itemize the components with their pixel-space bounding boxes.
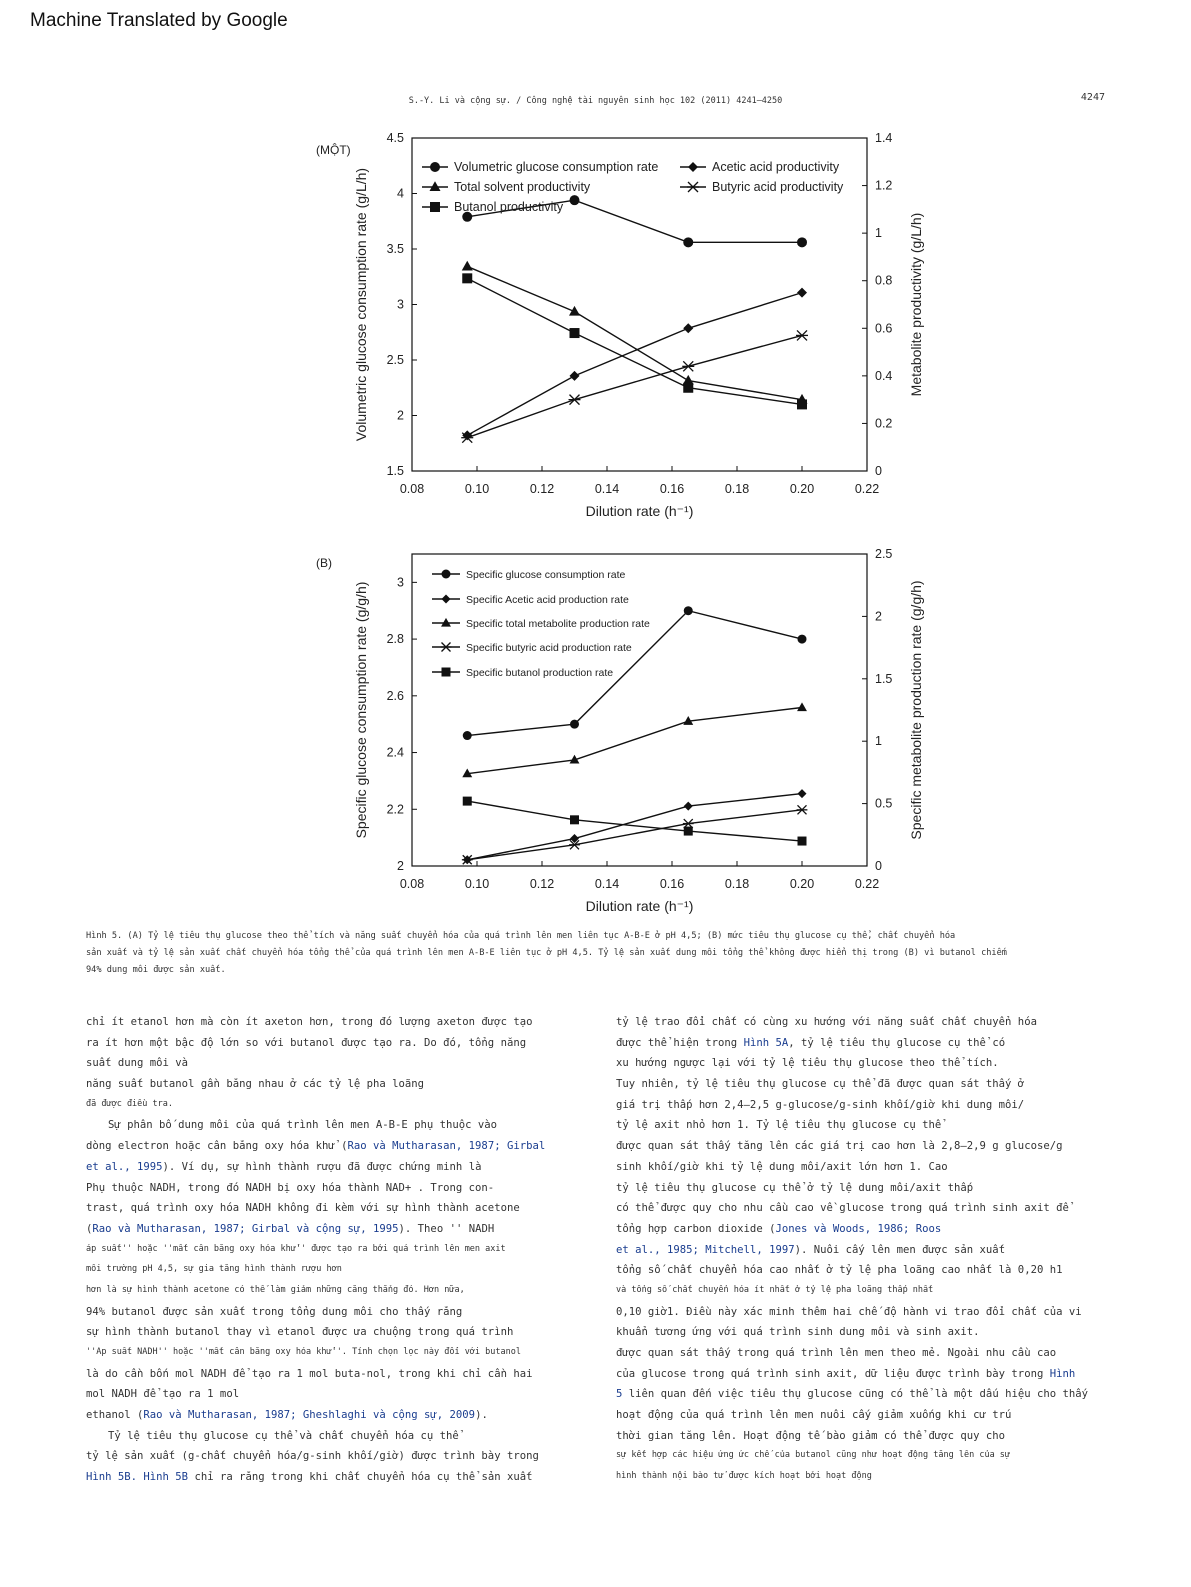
text-line <box>86 1161 596 1182</box>
caption-line: 94% dung môi được sản xuất. <box>86 965 226 975</box>
figure-caption <box>86 928 1116 979</box>
chart-svg <box>300 540 940 920</box>
legend-marker <box>442 570 451 579</box>
legend-label: Specific glucose consumption rate <box>466 569 626 581</box>
text-run: sự hình thành butanol thay vì etanol được ưa chuộng trong quá trình <box>86 1326 514 1339</box>
text-run: ). Ví dụ, sự hình thành rượu đã được chứng minh là <box>162 1160 482 1173</box>
text-line <box>86 1244 596 1265</box>
y-left-tick-label: 3.5 <box>386 242 404 256</box>
text-run: tỷ lệ axit nhỏ hơn 1. Tỷ lệ tiêu thụ glucose cụ thể <box>616 1119 942 1132</box>
text-run: ). Nuôi cấy lên men được sản xuất <box>794 1243 1006 1256</box>
y-left-tick-label: 2 <box>397 408 404 423</box>
series-line <box>467 266 802 399</box>
panel-label: (MỘT) <box>316 143 351 157</box>
data-point-marker <box>796 330 808 340</box>
legend-marker <box>441 618 451 627</box>
text-line <box>616 1223 1126 1244</box>
text-run: là do cần bốn mol NADH để tạo ra 1 mol buta-nol, trong khi chỉ cần hai <box>86 1367 533 1380</box>
data-point-marker <box>570 815 579 824</box>
x-tick-label: 0.14 <box>594 877 620 891</box>
text-line <box>86 1264 596 1285</box>
text-run: được thể hiện trong <box>616 1036 744 1049</box>
y-left-tick-label: 2.4 <box>386 745 404 760</box>
data-point-marker <box>570 720 579 729</box>
text-line <box>86 1099 596 1120</box>
legend-marker <box>688 162 698 172</box>
text-run: giá trị thấp hơn 2,4–2,5 g-glucose/g-sinh khối/giờ khi dung môi/ <box>616 1098 1025 1111</box>
text-run: tỷ lệ sản xuất (g-chất chuyển hóa/g-sinh khối/giờ) được trình bày trong <box>86 1450 539 1463</box>
text-line <box>616 1306 1126 1327</box>
y-right-tick-label: 1.4 <box>875 131 893 145</box>
legend-marker <box>441 643 452 652</box>
data-point-marker <box>683 237 693 247</box>
text-line <box>616 1388 1126 1409</box>
text-line <box>616 1409 1126 1430</box>
text-run: ). <box>475 1409 488 1422</box>
y-right-tick-label: 1 <box>875 226 882 241</box>
text-run: dòng electron hoặc cân bằng oxy hóa khử ( <box>86 1140 348 1153</box>
y-right-tick-label: 0.2 <box>875 416 893 431</box>
citation-link[interactable]: Jones và Woods, 1986; Roos <box>775 1222 942 1235</box>
y-left-tick-label: 4 <box>397 186 404 201</box>
x-tick-label: 0.16 <box>659 877 685 891</box>
text-line <box>616 1182 1126 1203</box>
y-right-tick-label: 1 <box>875 734 882 749</box>
text-run: mol NADH để tạo ra 1 mol <box>86 1388 240 1401</box>
text-line <box>86 1202 596 1223</box>
legend-marker <box>687 182 699 192</box>
text-run: được quan sát thấy trong quá trình lên men theo mẻ. Ngoài nhu cầu cao <box>616 1347 1057 1359</box>
text-run: 94% butanol được sản xuất trong tổng dung môi cho thấy rằng <box>86 1305 463 1318</box>
text-run: , tỷ lệ tiêu thụ glucose cụ thể có <box>788 1036 1006 1049</box>
text-line <box>86 1285 596 1306</box>
x-tick-label: 0.18 <box>724 877 750 891</box>
text-line <box>86 1037 596 1058</box>
citation-link[interactable]: Hình 5A <box>743 1036 789 1049</box>
text-run: Sự phân bố dung môi của quá trình lên men A-B-E phụ thuộc vào <box>108 1119 498 1132</box>
text-run: Tỷ lệ tiêu thụ glucose cụ thể và chất chuyển hóa cụ thể <box>108 1429 459 1442</box>
data-point-marker <box>797 702 807 711</box>
data-point-marker <box>462 273 472 283</box>
y-left-tick-label: 3 <box>397 575 404 590</box>
data-point-marker <box>463 797 472 806</box>
caption-line: Hình 5. (A) Tỷ lệ tiêu thụ glucose theo thể tích và năng suất chuyển hóa của quá trình lên men liên tục A-B-E ở pH 4,5; (B) mức tiêu thụ glucose cụ thể, chất chuyển hóa <box>86 931 956 941</box>
text-run: suất dung môi và <box>86 1057 189 1070</box>
text-run: được quan sát thấy tăng lên các giá trị cao hơn là 2,8–2,9 g glucose/g <box>616 1140 1063 1153</box>
text-line <box>616 1450 1126 1471</box>
legend-marker <box>430 181 441 191</box>
text-line <box>86 1182 596 1203</box>
data-point-marker <box>570 371 580 381</box>
text-line <box>616 1368 1126 1389</box>
data-point-marker <box>684 827 693 836</box>
panel-label: (B) <box>316 556 332 570</box>
data-point-marker <box>797 399 807 409</box>
legend-label: Specific butanol production rate <box>466 667 614 679</box>
legend-marker <box>430 202 440 212</box>
text-line <box>616 1326 1126 1347</box>
data-point-marker <box>569 395 581 405</box>
text-line <box>86 1409 596 1430</box>
x-axis-title: Dilution rate (h⁻¹) <box>585 898 694 914</box>
y-right-tick-label: 2 <box>875 609 882 624</box>
text-run: sự kết hợp các hiệu ứng ức chế của butanol cũng như hoạt động tăng lên của sự <box>616 1450 1011 1461</box>
text-line <box>616 1285 1126 1306</box>
citation-link[interactable]: Hình 5B. Hình 5B <box>86 1471 189 1484</box>
x-tick-label: 0.08 <box>399 482 425 496</box>
y-left-tick-label: 1.5 <box>386 464 404 478</box>
chart-svg <box>300 126 940 526</box>
text-run: năng suất butanol gần bằng nhau ở các tỷ lệ pha loãng <box>86 1078 425 1091</box>
left-text-column <box>86 1016 596 1492</box>
text-run: tỷ lệ trao đổi chất có cùng xu hướng với năng suất chất chuyển hóa <box>616 1016 1037 1028</box>
series-line <box>467 278 802 404</box>
text-line <box>86 1016 596 1037</box>
x-tick-label: 0.12 <box>529 877 555 891</box>
text-line <box>616 1471 1126 1492</box>
y-right-axis-title: Metabolite productivity (g/L/h) <box>908 212 924 397</box>
y-right-tick-label: 1.2 <box>875 178 893 193</box>
text-run: và tổng số chất chuyển hóa ít nhất ở tỷ lệ pha loãng thấp nhất <box>616 1284 934 1295</box>
text-run: tổng hợp carbon dioxide ( <box>616 1222 776 1235</box>
series-line <box>467 810 802 860</box>
text-line <box>616 1119 1126 1140</box>
page-number: 4247 <box>1080 92 1105 103</box>
text-line <box>86 1471 596 1492</box>
y-left-tick-label: 2.6 <box>386 688 404 703</box>
text-run: ). Theo '' NADH <box>398 1222 495 1235</box>
citation-link[interactable]: et al., 1985; Mitchell, 1997 <box>616 1243 795 1256</box>
text-run: sinh khối/giờ khi tỷ lệ dung môi/axit lớn hơn 1. Cao <box>616 1160 948 1173</box>
figure-5a-chart <box>300 126 940 526</box>
text-line <box>86 1430 596 1451</box>
y-left-tick-label: 2 <box>397 859 404 873</box>
figure-5b-chart <box>300 540 940 920</box>
text-line <box>86 1388 596 1409</box>
text-run: tổng số chất chuyển hóa cao nhất ở tỷ lệ pha loãng cao nhất là 0,20 h1 <box>616 1264 1063 1277</box>
data-point-marker <box>798 635 807 644</box>
y-left-axis-title: Volumetric glucose consumption rate (g/L/h) <box>353 167 369 442</box>
caption-line: sản xuất và tỷ lệ sản xuất chất chuyển hóa tổng thể của quá trình lên men A-B-E liên tục ở pH 4,5. Tỷ lệ sản xuất dung môi tổng thể không được hiển thị trong (B) vì butanol chiếm <box>86 948 1007 958</box>
text-line <box>86 1326 596 1347</box>
text-run: áp suất'' hoặc ''mất cân bằng oxy hóa khử'' được tạo ra bởi quá trình lên men axit <box>86 1243 506 1254</box>
x-tick-label: 0.16 <box>659 482 685 496</box>
y-right-tick-label: 0.4 <box>875 368 893 383</box>
text-run: ''Áp suất NADH'' hoặc ''mất cân bằng oxy hóa khử''. Tính chọn lọc này đối với butanol <box>86 1347 521 1357</box>
y-left-tick-label: 2.2 <box>386 802 404 817</box>
x-tick-label: 0.22 <box>854 877 880 891</box>
text-line <box>616 1264 1126 1285</box>
x-tick-label: 0.10 <box>464 877 490 891</box>
legend-label: Volumetric glucose consumption rate <box>454 160 659 174</box>
data-point-marker <box>798 837 807 846</box>
citation-link[interactable]: Hình <box>1049 1367 1076 1380</box>
citation-link[interactable]: Rao và Mutharasan, 1987; Gheshlaghi và cộng sự, 2009 <box>143 1409 476 1422</box>
citation-link[interactable]: et al., 1995 <box>86 1160 163 1173</box>
legend-marker <box>430 162 440 172</box>
series-line <box>467 293 802 436</box>
text-line <box>86 1140 596 1161</box>
x-tick-label: 0.18 <box>724 482 750 496</box>
legend-marker <box>442 668 451 677</box>
text-run: xu hướng ngược lại với tỷ lệ tiêu thụ glucose theo thể tích. <box>616 1057 999 1070</box>
data-point-marker <box>797 805 808 814</box>
x-tick-label: 0.08 <box>399 877 425 891</box>
x-tick-label: 0.22 <box>854 482 880 496</box>
text-run: Phụ thuộc NADH, trong đó NADH bị oxy hóa thành NAD+ . Trong con- <box>86 1181 495 1194</box>
text-line <box>86 1306 596 1327</box>
series-line <box>467 708 802 774</box>
data-point-marker <box>462 430 472 440</box>
y-left-tick-label: 4.5 <box>386 131 404 145</box>
x-tick-label: 0.20 <box>789 482 815 496</box>
text-run: có thể được quy cho nhu cầu cao về glucose trong quá trình sinh axit để <box>616 1202 1069 1215</box>
x-tick-label: 0.20 <box>789 877 815 891</box>
text-line <box>86 1347 596 1368</box>
text-line <box>616 1161 1126 1182</box>
right-text-column <box>616 1016 1126 1492</box>
text-line <box>86 1450 596 1471</box>
data-point-marker <box>684 606 693 615</box>
legend-label: Butyric acid productivity <box>712 180 844 194</box>
text-run: hơn là sự hình thành acetone có thể làm giảm những căng thẳng đó. Hơn nữa, <box>86 1284 465 1295</box>
citation-link[interactable]: Rao và Mutharasan, 1987; Girbal <box>347 1140 546 1153</box>
text-line <box>616 1347 1126 1368</box>
text-run: trast, quá trình oxy hóa NADH không đi kèm với sự hình thành acetone <box>86 1202 520 1215</box>
data-point-marker <box>683 323 693 333</box>
data-point-marker <box>463 731 472 740</box>
text-line <box>86 1078 596 1099</box>
text-line <box>616 1016 1126 1037</box>
data-point-marker <box>797 288 807 298</box>
y-right-tick-label: 1.5 <box>875 671 893 686</box>
y-left-tick-label: 2.8 <box>386 632 404 647</box>
running-head: S.-Y. Li và cộng sự. / Công nghệ tài nguyên sinh học 102 (2011) 4241–4250 <box>408 96 783 106</box>
x-tick-label: 0.10 <box>464 482 490 496</box>
text-line <box>616 1037 1126 1058</box>
data-point-marker <box>462 261 473 271</box>
text-line <box>616 1202 1126 1223</box>
text-run: thời gian tăng lên. Hoạt động tế bào giảm có thể được quy cho <box>616 1429 1006 1442</box>
legend-label: Total solvent productivity <box>454 180 591 194</box>
x-tick-label: 0.12 <box>529 482 555 496</box>
text-line <box>86 1223 596 1244</box>
legend-label: Butanol productivity <box>454 200 564 214</box>
y-right-tick-label: 0.5 <box>875 796 893 811</box>
text-run: của glucose trong quá trình sinh axit, dữ liệu được trình bày trong <box>616 1367 1050 1380</box>
text-run: chỉ ra rằng trong khi chất chuyển hóa cụ thể sản xuất <box>188 1471 533 1484</box>
text-run: Tuy nhiên, tỷ lệ tiêu thụ glucose cụ thể đã được quan sát thấy ở <box>616 1078 1025 1091</box>
y-left-tick-label: 3 <box>397 297 404 312</box>
text-run: đã được điều tra. <box>86 1098 173 1109</box>
y-right-tick-label: 0.6 <box>875 321 893 336</box>
text-line <box>86 1368 596 1389</box>
text-line <box>616 1099 1126 1120</box>
text-run: hình thành nội bào tử được kích hoạt bởi hoạt động <box>616 1471 872 1482</box>
text-line <box>616 1078 1126 1099</box>
text-run: khuẩn tương ứng với quá trình sinh dung môi và sinh axit. <box>616 1326 980 1339</box>
text-run: ( <box>86 1222 93 1235</box>
data-point-marker <box>683 383 693 393</box>
citation-link[interactable]: Rao và Mutharasan, 1987; Girbal và cộng sự, 1995 <box>92 1222 399 1235</box>
machine-translation-banner: Machine Translated by Google <box>30 10 288 31</box>
legend-label: Specific butyric acid production rate <box>466 642 632 654</box>
text-line <box>616 1244 1126 1265</box>
y-right-tick-label: 0 <box>875 859 882 873</box>
y-left-tick-label: 2.5 <box>386 353 404 367</box>
text-line <box>86 1057 596 1078</box>
data-point-marker <box>682 361 694 371</box>
text-run: chỉ ít etanol hơn mà còn ít axeton hơn, trong đó lượng axeton được tạo <box>86 1016 533 1028</box>
y-left-axis-title: Specific glucose consumption rate (g/g/h) <box>353 581 369 839</box>
legend-label: Specific Acetic acid production rate <box>466 594 629 606</box>
text-line <box>616 1430 1126 1451</box>
y-right-axis-title: Specific metabolite production rate (g/g/h) <box>908 580 924 840</box>
legend-label: Acetic acid productivity <box>712 160 840 174</box>
text-line <box>616 1140 1126 1161</box>
data-point-marker <box>684 802 693 811</box>
data-point-marker <box>570 195 580 205</box>
x-tick-label: 0.14 <box>594 482 620 496</box>
data-point-marker <box>797 237 807 247</box>
text-run: liên quan đến việc tiêu thụ glucose cũng có thể là một dấu hiệu cho thấy <box>622 1388 1088 1401</box>
text-run: 0,10 giờ1. Điều này xác minh thêm hai chế độ hành vi trao đổi chất của vi <box>616 1305 1082 1318</box>
text-line <box>86 1119 596 1140</box>
legend-marker <box>442 595 451 604</box>
series-line <box>467 794 802 860</box>
text-run: môi trường pH 4,5, sự gia tăng hình thành rượu hơn <box>86 1264 342 1275</box>
text-run: ethanol ( <box>86 1409 144 1422</box>
y-right-tick-label: 0 <box>875 464 882 478</box>
citation-link[interactable]: 5 <box>616 1388 623 1401</box>
data-point-marker <box>570 328 580 338</box>
text-run: hoạt động của quá trình lên men nuôi cấy giảm xuống khi cư trú <box>616 1409 1012 1422</box>
text-run: ra ít hơn một bậc độ lớn so với butanol được tạo ra. Do đó, tổng năng <box>86 1036 527 1049</box>
y-right-tick-label: 0.8 <box>875 273 893 288</box>
data-point-marker <box>798 789 807 798</box>
legend-label: Specific total metabolite production rate <box>466 618 650 630</box>
y-right-tick-label: 2.5 <box>875 547 893 561</box>
x-axis-title: Dilution rate (h⁻¹) <box>585 503 694 519</box>
text-run: tỷ lệ tiêu thụ glucose cụ thể ở tỷ lệ dung môi/axit thấp <box>616 1181 974 1194</box>
text-line <box>616 1057 1126 1078</box>
